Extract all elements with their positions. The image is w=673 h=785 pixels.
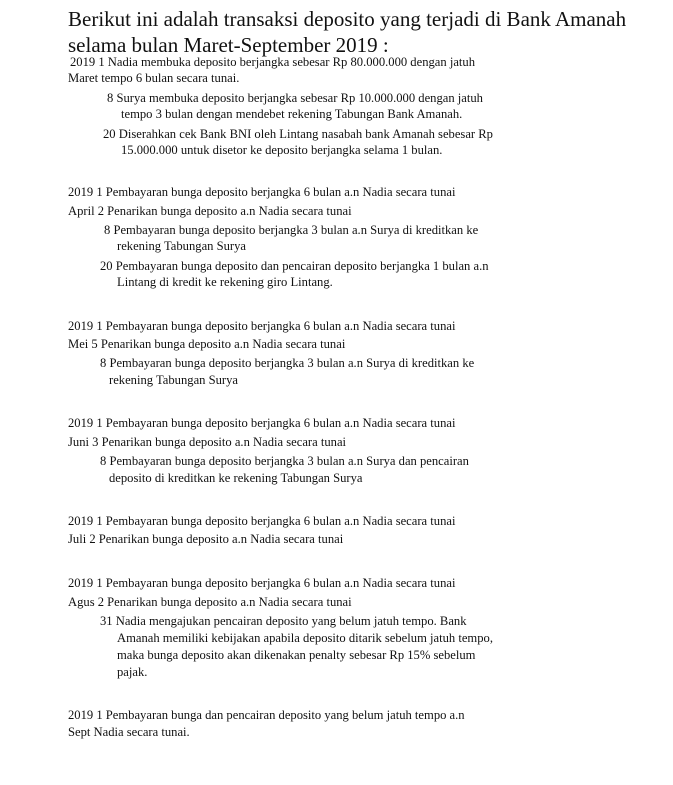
page-title: Berikut ini adalah transaksi deposito yang terjadi di Bank Amanah selama bulan Maret-September 2019 : bbox=[68, 7, 627, 57]
juni-line-2: Juni 3 Penarikan bunga deposito a.n Nadia secara tunai bbox=[68, 435, 347, 449]
maret-line-2: Maret tempo 6 bulan secara tunai. bbox=[68, 71, 240, 85]
juli-line-1: 2019 1 Pembayaran bunga deposito berjangka 6 bulan a.n Nadia secara tunai bbox=[68, 514, 456, 528]
sept-line-1: 2019 1 Pembayaran bunga dan pencairan deposito yang belum jatuh tempo a.n bbox=[68, 708, 465, 722]
juni-line-4: deposito di kreditkan ke rekening Tabungan Surya bbox=[109, 471, 363, 485]
juli-line-2: Juli 2 Penarikan bunga deposito a.n Nadia secara tunai bbox=[68, 532, 344, 546]
april-line-2: April 2 Penarikan bunga deposito a.n Nadia secara tunai bbox=[68, 204, 352, 218]
maret-line-4: tempo 3 bulan dengan mendebet rekening Tabungan Bank Amanah. bbox=[121, 107, 463, 121]
maret-line-3: 8 Surya membuka deposito berjangka sebesar Rp 10.000.000 dengan jatuh bbox=[107, 91, 483, 105]
april-line-4: rekening Tabungan Surya bbox=[117, 239, 246, 253]
maret-line-1: 2019 1 Nadia membuka deposito berjangka sebesar Rp 80.000.000 dengan jatuh bbox=[70, 55, 476, 69]
april-line-3: 8 Pembayaran bunga deposito berjangka 3 bulan a.n Surya di kreditkan ke bbox=[104, 223, 479, 237]
april-line-6: Lintang di kredit ke rekening giro Lintang. bbox=[117, 275, 333, 289]
agus-line-3: 31 Nadia mengajukan pencairan deposito yang belum jatuh tempo. Bank bbox=[100, 614, 467, 628]
agus-line-2: Agus 2 Penarikan bunga deposito a.n Nadia secara tunai bbox=[68, 595, 352, 609]
maret-line-5: 20 Diserahkan cek Bank BNI oleh Lintang nasabah bank Amanah sebesar Rp bbox=[103, 127, 493, 141]
mei-line-2: Mei 5 Penarikan bunga deposito a.n Nadia secara tunai bbox=[68, 337, 346, 351]
mei-line-1: 2019 1 Pembayaran bunga deposito berjangka 6 bulan a.n Nadia secara tunai bbox=[68, 319, 456, 333]
juni-line-1: 2019 1 Pembayaran bunga deposito berjangka 6 bulan a.n Nadia secara tunai bbox=[68, 416, 456, 430]
maret-line-6: 15.000.000 untuk disetor ke deposito berjangka selama 1 bulan. bbox=[121, 143, 443, 157]
agus-line-1: 2019 1 Pembayaran bunga deposito berjangka 6 bulan a.n Nadia secara tunai bbox=[68, 576, 456, 590]
mei-line-3: 8 Pembayaran bunga deposito berjangka 3 bulan a.n Surya di kreditkan ke bbox=[100, 356, 475, 370]
juni-line-3: 8 Pembayaran bunga deposito berjangka 3 bulan a.n Surya dan pencairan bbox=[100, 454, 469, 468]
sept-line-2: Sept Nadia secara tunai. bbox=[68, 725, 190, 739]
agus-line-5: maka bunga deposito akan dikenakan penalty sebesar Rp 15% sebelum bbox=[117, 648, 476, 662]
agus-line-4: Amanah memiliki kebijakan apabila deposito ditarik sebelum jatuh tempo, bbox=[117, 631, 493, 645]
april-line-1: 2019 1 Pembayaran bunga deposito berjangka 6 bulan a.n Nadia secara tunai bbox=[68, 185, 456, 199]
mei-line-4: rekening Tabungan Surya bbox=[109, 373, 238, 387]
april-line-5: 20 Pembayaran bunga deposito dan pencairan deposito berjangka 1 bulan a.n bbox=[100, 259, 489, 273]
agus-line-6: pajak. bbox=[117, 665, 148, 679]
